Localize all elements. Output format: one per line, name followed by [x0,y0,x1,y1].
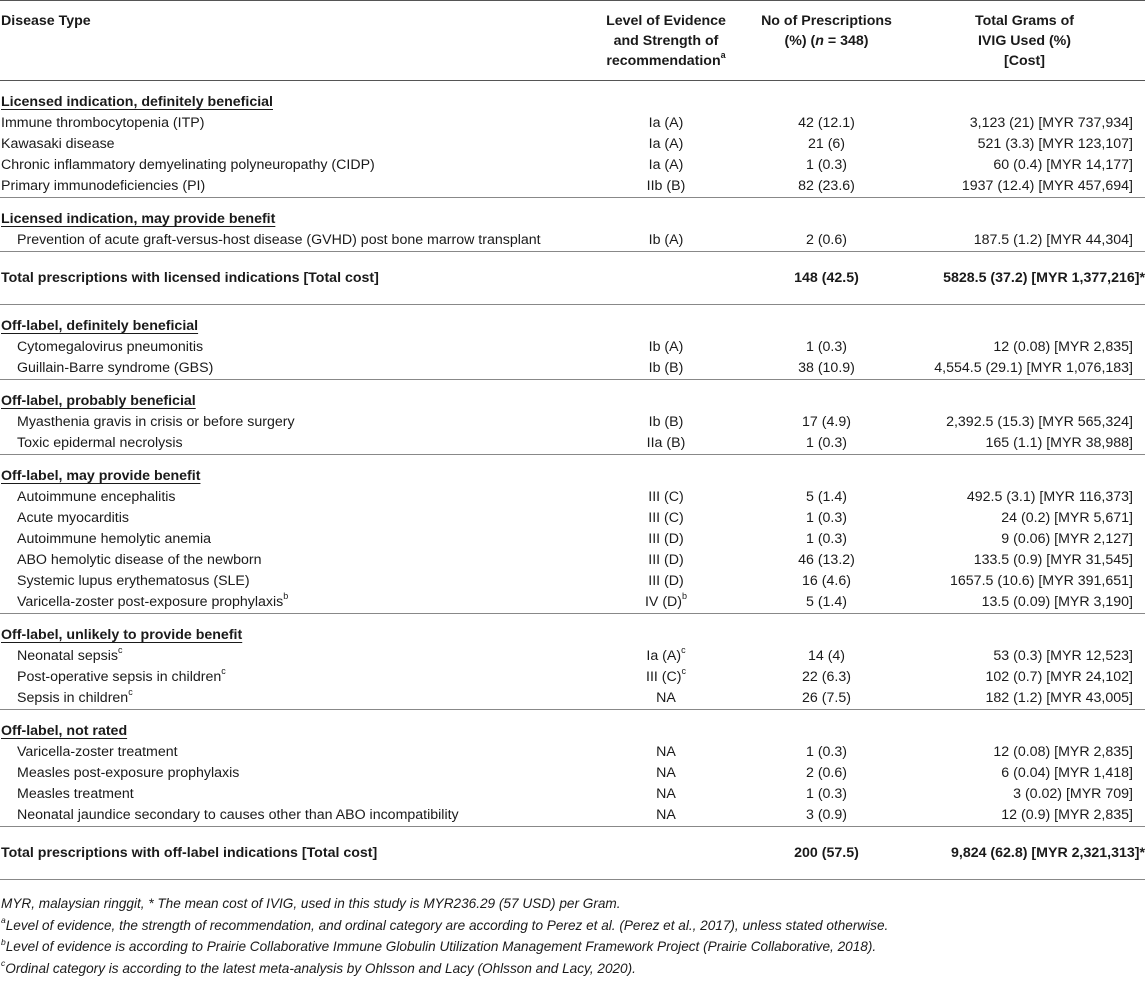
table-row [0,358,1145,380]
evidence-cell: III $(C)^c$ [646,666,686,685]
footnote-marker: c [681,666,686,677]
evidence-cell: IIb (B) [646,178,686,194]
group-heading-row [0,380,1145,413]
grams-cell: 9 (0.06) [MYR 2,127] [1001,531,1133,547]
prescriptions-cell: 14 (4) [807,648,846,664]
header-row [0,1,1145,81]
table-body [0,81,1145,880]
header-no-of-prescriptions: No of Prescriptions (%) (n = 348) [761,13,892,49]
prescriptions-cell: 1 (0.3) [805,435,847,451]
group-heading-row [0,198,1145,231]
footnote-b: $^b$Level of evidence is according to Prairie Collaborative Immune Globulin Utilization Management Framework Project (Prairie Collaborative, 2018). [1,936,877,955]
disease-cell: Autoimmune hemolytic anemia [17,531,211,547]
total-label: Total prescriptions with licensed indications [Total cost] [1,270,379,286]
table-row [0,529,1145,550]
footnote-marker: c [221,666,226,677]
table-row [0,550,1145,571]
prescriptions-cell: 2 (0.6) [805,232,847,248]
disease-cell: Post-operative sepsis in children$^c$ [17,666,226,685]
table-row [0,688,1145,710]
disease-cell: Cytomegalovirus pneumonitis [17,339,204,355]
table-row [0,230,1145,252]
prescriptions-cell: 16 (4.6) [802,573,851,589]
grams-cell: 60 (0.4) [MYR 14,177] [993,157,1133,173]
disease-cell: Acute myocarditis [17,510,129,526]
disease-cell: Neonatal jaundice secondary to causes other than ABO incompatibility [17,807,459,823]
group-heading-row [0,81,1145,114]
header-total-grams: Total Grams of IVIG Used (%) [Cost] [974,13,1075,69]
evidence-cell: III (D) [648,552,684,568]
total-row-licensed [0,252,1145,305]
group-heading: Off-label, unlikely to provide benefit [1,627,243,643]
grams-cell: 3 (0.02) [MYR 709] [1013,786,1133,802]
footnote-abbreviations: MYR, malaysian ringgit, * The mean cost of IVIG, used in this study is MYR236.29 (57 USD) per Gram. [1,896,621,911]
grams-cell: 12 (0.08) [MYR 2,835] [993,339,1133,355]
disease-cell: Systemic lupus erythematosus (SLE) [17,573,250,589]
table-row [0,155,1145,176]
footnote-a: $^a$Level of evidence, the strength of recommendation, and ordinal category are according to Perez et al. (Perez et al., 2017), unless stated otherwise. [1,915,889,933]
total-prescriptions: 200 (57.5) [794,845,859,861]
table-row [0,742,1145,763]
evidence-cell: III (C) [648,510,684,526]
table-row [0,433,1145,455]
table-row [0,134,1145,155]
group-heading-row [0,455,1145,488]
grams-cell: 182 (1.2) [MYR 43,005] [985,690,1133,706]
table-header [0,1,1145,81]
group-heading-row [0,614,1145,647]
group-heading: Licensed indication, may provide benefit [1,211,276,227]
group-heading-row [0,710,1145,743]
table-row [0,784,1145,805]
grams-cell: 102 (0.7) [MYR 24,102] [985,669,1133,685]
table-row [0,646,1145,667]
evidence-cell: Ia (A) [648,115,684,131]
prescriptions-cell: 1 (0.3) [805,531,847,547]
disease-cell: Toxic epidermal necrolysis [17,435,183,451]
group-heading: Licensed indication, definitely beneficial [1,94,273,110]
header-level-of-evidence: Level of Evidence and Strength of recommendation$^a$ [606,13,726,69]
prescriptions-cell: 1 (0.3) [805,786,847,802]
grams-cell: 24 (0.2) [MYR 5,671] [1001,510,1133,526]
prescriptions-cell: 1 (0.3) [805,339,847,355]
total-grams: 9,824 (62.8) [MYR 2,321,313]* [950,845,1145,861]
grams-cell: 12 (0.9) [MYR 2,835] [1001,807,1133,823]
disease-cell: Measles treatment [17,786,134,802]
disease-cell: Varicella-zoster post-exposure prophylaxis$^b$ [17,591,289,610]
group-heading-row [0,305,1145,338]
group-heading: Off-label, may provide benefit [1,468,201,484]
evidence-cell: Ib (A) [648,232,684,248]
grams-cell: 6 (0.04) [MYR 1,418] [1001,765,1133,781]
disease-cell: Measles post-exposure prophylaxis [17,765,240,781]
evidence-cell: III (C) [648,489,684,505]
disease-cell: Sepsis in children$^c$ [17,687,133,706]
disease-cell: Autoimmune encephalitis [17,489,176,505]
footnote-marker: b [283,591,289,602]
prescriptions-cell: 5 (1.4) [805,594,847,610]
prescriptions-cell: 3 (0.9) [805,807,847,823]
grams-cell: 4,554.5 (29.1) [MYR 1,076,183] [934,360,1133,376]
table-row [0,176,1145,198]
table-row [0,337,1145,358]
table-row [0,487,1145,508]
evidence-cell: Ia $(A)^c$ [646,645,686,664]
table-row [0,763,1145,784]
footnote-marker: b [682,591,688,602]
prescriptions-cell: 1 (0.3) [805,744,847,760]
group-heading: Off-label, not rated [1,723,128,739]
evidence-cell: III (D) [648,573,684,589]
total-label: Total prescriptions with off-label indications [Total cost] [1,845,378,861]
evidence-cell: NA [656,690,676,706]
disease-cell: Immune thrombocytopenia (ITP) [1,115,205,131]
header-disease-type: Disease Type [1,13,91,29]
table-footnotes [0,893,1145,979]
prescriptions-cell: 1 (0.3) [805,510,847,526]
prescriptions-cell: 42 (12.1) [798,115,855,131]
grams-cell: 133.5 (0.9) [MYR 31,545] [973,552,1133,568]
table-row [0,508,1145,529]
table-row [0,113,1145,134]
grams-cell: 521 (3.3) [MYR 123,107] [977,136,1133,152]
disease-cell: Guillain-Barre syndrome (GBS) [17,360,214,376]
grams-cell: 12 (0.08) [MYR 2,835] [993,744,1133,760]
evidence-cell: Ia (A) [648,136,684,152]
grams-cell: 492.5 (3.1) [MYR 116,373] [966,489,1133,505]
grams-cell: 165 (1.1) [MYR 38,988] [985,435,1133,451]
prescriptions-cell: 1 (0.3) [805,157,847,173]
disease-cell: Prevention of acute graft-versus-host disease (GVHD) post bone marrow transplant [17,232,541,248]
disease-cell: Primary immunodeficiencies (PI) [1,178,206,194]
total-prescriptions: 148 (42.5) [794,270,859,286]
total-row-offlabel [0,827,1145,880]
footnote-marker: c [117,645,123,656]
group-heading: Off-label, probably beneficial [1,393,196,409]
group-heading: Off-label, definitely beneficial [1,318,199,334]
table-row [0,667,1145,688]
table-row [0,805,1145,827]
total-grams: 5828.5 (37.2) [MYR 1,377,216]* [943,270,1145,286]
evidence-cell: IIa (B) [646,435,686,451]
evidence-cell: Ia (A) [648,157,684,173]
evidence-cell: NA [656,765,676,781]
evidence-cell: NA [656,744,676,760]
prescriptions-cell: 22 (6.3) [802,669,851,685]
evidence-cell: IV $(D)^b$ [644,591,688,610]
prescriptions-cell: 5 (1.4) [805,489,847,505]
disease-cell: Chronic inflammatory demyelinating polyneuropathy (CIDP) [1,157,375,173]
evidence-cell: Ib (B) [648,414,684,430]
disease-cell: ABO hemolytic disease of the newborn [17,552,262,568]
grams-cell: 13.5 (0.09) [MYR 3,190] [981,594,1133,610]
grams-cell: 2,392.5 (15.3) [MYR 565,324] [946,414,1133,430]
evidence-cell: NA [656,786,676,802]
disease-cell: Kawasaki disease [1,136,115,152]
prescriptions-cell: 82 (23.6) [798,178,855,194]
prescriptions-cell: 17 (4.9) [802,414,851,430]
footnote-marker: c [128,687,133,698]
disease-cell: Myasthenia gravis in crisis or before surgery [17,414,295,430]
grams-cell: 1657.5 (10.6) [MYR 391,651] [950,573,1133,589]
evidence-cell: Ib (B) [648,360,684,376]
table-row [0,592,1145,614]
grams-cell: 1937 (12.4) [MYR 457,694] [961,178,1133,194]
evidence-cell: III (D) [648,531,684,547]
evidence-cell: Ib (A) [648,339,684,355]
footnote-c: $^c$Ordinal category is according to the latest meta-analysis by Ohlsson and Lacy (Ohlsson and Lacy, 2020). [1,958,636,976]
footnote-marker: c [681,645,686,656]
grams-cell: 187.5 (1.2) [MYR 44,304] [973,232,1133,248]
table-row [0,412,1145,433]
grams-cell: 53 (0.3) [MYR 12,523] [993,648,1133,664]
prescriptions-cell: 26 (7.5) [802,690,851,706]
evidence-cell: NA [656,807,676,823]
prescriptions-cell: 2 (0.6) [805,765,847,781]
prescriptions-cell: 21 (6) [807,136,846,152]
table-row [0,571,1145,592]
prescriptions-cell: 46 (13.2) [798,552,855,568]
disease-cell: Neonatal sepsis$^c$ [17,645,123,664]
disease-cell: Varicella-zoster treatment [17,744,178,760]
prescriptions-cell: 38 (10.9) [798,360,855,376]
grams-cell: 3,123 (21) [MYR 737,934] [969,115,1133,131]
